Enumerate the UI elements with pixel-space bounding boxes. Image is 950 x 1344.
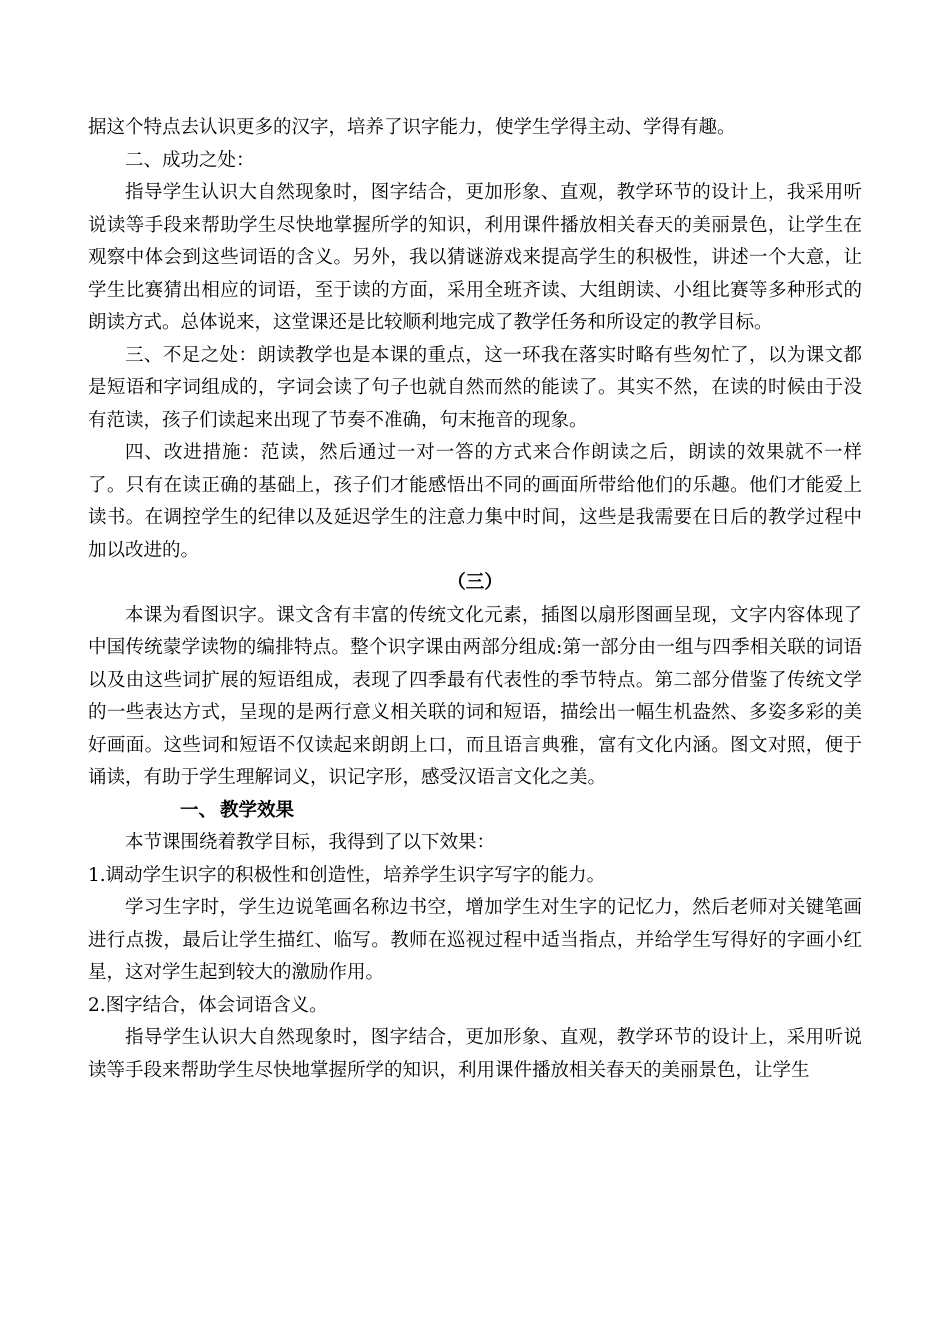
- paragraph-improvements: 四、改进措施：范读，然后通过一对一答的方式来合作朗读之后，朗读的效果就不一样了。只有在读正确的基础上，孩子们才能感悟出不同的画面所带给他们的乐趣。他们才能爱上读书。在调控学生的纪律以及延迟学生的注意力集中时间，这些是我需要在日后的教学过程中加以改进的。: [88, 442, 862, 561]
- section-label-success: 二、成功之处：: [125, 149, 255, 171]
- paragraph-effects-intro: 本节课围绕着教学目标，我得到了以下效果：: [125, 832, 496, 853]
- section-title-three: （三）: [447, 572, 503, 593]
- list-item-1: 1.调动学生识字的积极性和创造性，培养学生识字写字的能力。: [88, 864, 606, 886]
- list-item-2: 2.图字结合，体会词语含义。: [88, 994, 328, 1016]
- paragraph-item-1-detail: 学习生字时，学生边说笔画名称边书空，增加学生对生字的记忆力，然后老师对关键笔画进行点拨，最后让学生描红、临写。教师在巡视过程中适当指点，并给学生写得好的字画小红星，这对学生起到较大的激励作用。: [88, 897, 862, 983]
- paragraph-shortcomings: 三、不足之处：朗读教学也是本课的重点，这一环我在落实时略有些匆忙了，以为课文都是短语和字词组成的，字词会读了句子也就自然而然的能读了。其实不然，在读的时候由于没有范读，孩子们读起来出现了节奏不准确，句末拖音的现象。: [88, 344, 862, 431]
- paragraph-success: 指导学生认识大自然现象时，图字结合，更加形象、直观，教学环节的设计上，我采用听说读等手段来帮助学生尽快地掌握所学的知识，利用课件播放相关春天的美丽景色，让学生在观察中体会到这些词语的含义。另外，我以猜谜游戏来提高学生的积极性，讲述一个大意，让学生比赛猜出相应的词语，至于读的方面，采用全班齐读、大组朗读、小组比赛等多种形式的朗读方式。总体说来，这堂课还是比较顺利地完成了教学任务和所设定的教学目标。: [88, 182, 862, 333]
- heading-text: 教学效果: [220, 799, 295, 821]
- paragraph-intro: 本课为看图识字。课文含有丰富的传统文化元素，插图以扇形图画呈现，文字内容体现了中国传统蒙学读物的编排特点。整个识字课由两部分组成:第一部分由一组与四季相关联的词语以及由这些词扩展的短语组成，表现了四季最有代表性的季节特点。第二部分借鉴了传统文学的一些表达方式，呈现的是两行意义相关联的词和短语，描绘出一幅生机盎然、多姿多彩的美好画面。这些词和短语不仅读起来朗朗上口，而且语言典雅，富有文化内涵。图文对照，便于诵读，有助于学生理解词义，识记字形，感受汉语言文化之美。: [88, 604, 862, 788]
- paragraph-continuation: 据这个特点去认识更多的汉字，培养了识字能力，使学生学得主动、学得有趣。: [88, 117, 736, 138]
- paragraph-item-2-detail: 指导学生认识大自然现象时，图字结合，更加形象、直观，教学环节的设计上，采用听说读等手段来帮助学生尽快地掌握所学的知识，利用课件播放相关春天的美丽景色，让学生: [88, 1027, 862, 1081]
- document-page: [88, 112, 862, 1087]
- heading-teaching-effect: [88, 795, 862, 828]
- heading-number: 一、: [180, 799, 218, 821]
